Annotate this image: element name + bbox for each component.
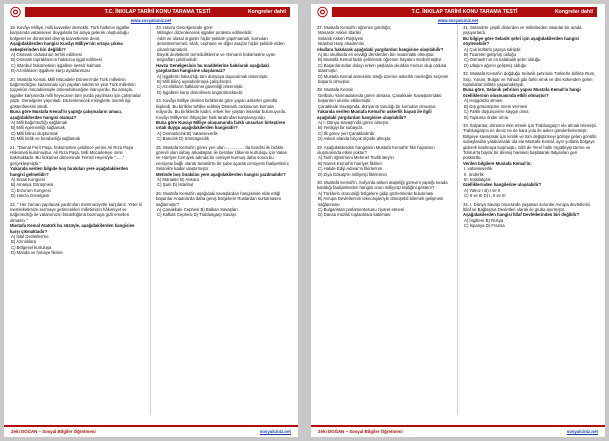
answer-option[interactable]: B) Avrupa Devletlerinin teknolojileriyle dönüşebil bilemek gelişmesi sağlanması <box>318 196 444 207</box>
question-stem: 27. Mustafa Kemal'in öğrenim gördüğü; <box>317 25 392 30</box>
page-footer <box>4 425 298 437</box>
answer-option[interactable]: A) Osmanlı ordusunun terhis edilmesi <box>11 52 82 58</box>
question-stem: 28. Mustafa Kemal; <box>317 87 354 93</box>
question-stem: 32. Mustafa Kemal'in doğduğu Selanik şehrinde Türklerle birlikte Rum, Sırp, Yunan, Bulgar ve Yahudi gibi farklı etnik ve dini kökenden gelen topluluklar birlikte yaşamaktaydı. <box>463 71 596 88</box>
answer-option[interactable]: C) Milli bilinci oluşturmak <box>11 130 58 136</box>
answer-option[interactable]: A) Milli bağımsızlığı sağlamak <box>11 119 68 125</box>
answer-option[interactable]: B) Mustafa Kemal farklı şehirlerde öğrenim hayatını sürdürmüştür. <box>318 57 443 63</box>
answer-option[interactable]: C) Farklı düşüncelere saygılı olma <box>464 109 529 115</box>
answer-option[interactable]: D) Topluma önder olma <box>464 114 509 120</box>
title-banner <box>25 7 290 17</box>
answer-option[interactable]: B) Osmanlı topraklarının haksızca işgal edilmesi <box>11 57 102 63</box>
question-block <box>10 25 144 74</box>
bullet-item: Çanakkale Savaşında, dünyanın tanıdığı bir komutan olmuştur. <box>318 103 437 109</box>
question-prompt: Verilen bilgilere Mustafa Kemal'in; <box>463 160 532 166</box>
question-prompt: Buna göre, Selanik şehrinin yapısı Mustafa Kemal'in hangi özelliklerinin oluşmasında etkili olmuştur? <box>463 87 581 98</box>
meb-logo-icon <box>317 6 328 18</box>
question-block <box>10 145 144 199</box>
answer-option[interactable]: D) Azınlıkların işgallere karşı ayaklanması <box>11 68 90 74</box>
answer-option[interactable]: A) İşgallerin haksızlığı tüm dünyaya duyurulmak istenmiştir. <box>157 73 269 79</box>
question-stem: 34. I. Dünya Savaşı öncesinde yaşanan sorunlar Avrupa devletlerini İtilaf ve Bağlaşma Devletleri olarak iki gruba ayırmıştır. <box>463 201 591 212</box>
answer-option[interactable]: A) Osmanlıcılık B) Vatanseverlik <box>157 130 218 136</box>
footer-link[interactable]: sosyalciniz.net <box>566 429 598 434</box>
answer-option[interactable]: A) Tarih öğretmeni Mehmet Tevfik Bey'in <box>318 155 394 161</box>
bullet-item: Mitingler düzenlenerek işgaller protesto edilmelidir. <box>157 30 253 36</box>
answer-option[interactable]: A) Hoşgörülü olması <box>464 98 503 104</box>
bullet-item: Selanik Askeri Rüştiyesi <box>318 35 364 41</box>
question-block <box>317 25 451 84</box>
answer-option[interactable]: C) Erzurum Kongresi <box>11 187 51 193</box>
site-link[interactable]: www.sosyalciniz.net <box>437 18 479 23</box>
test-page-1 <box>4 4 298 437</box>
meb-logo-icon <box>10 6 21 18</box>
answer-option[interactable]: C) Halide Edip Adıvar'ın fikirlerinin <box>318 166 383 172</box>
question-prompt: Buna göre Mustafa Kemal'in yaptığı çalışmaların amacı, aşağıdakilerden hangisi olamaz? <box>10 109 123 120</box>
bullet-item: İstanbul Harp Akademisi <box>318 41 364 47</box>
question-block <box>463 123 597 199</box>
answer-option[interactable]: B) Dış görünüşüne önem vermesi <box>464 103 528 109</box>
answer-option[interactable]: A) Türklerin otonomiği bölgelere gidip gözlemlerde bulunması <box>318 190 434 196</box>
question-block <box>10 202 144 256</box>
question-block <box>317 145 451 177</box>
answer-option[interactable]: C) Şam D) İstanbul <box>157 182 194 188</box>
answer-option[interactable]: C) Osmanlı'nın en kalabalık şehri olduğu <box>464 57 541 63</box>
bullet-item: Gelibolu Yarımadasında görev almasa, Çanakkale Savaşlarındaki başarının olumlu etkilemiştir. <box>318 92 442 104</box>
answer-option[interactable]: B) Namık Kemal'in hürriyet fikirleri <box>318 160 382 166</box>
answer-option[interactable]: A) Çok kültürlü yapıya sahiptir. <box>464 46 522 52</box>
question-prompt: özelliklerinden hangilerine ulaşılabilir? <box>463 182 542 188</box>
question-stem: 24. Kuvâyı Milliye denilen birliklerde göre yapan askerler gönüllü kişilerdi. Bu birlikler tehlike edilmiş Osmanlı ordusunun komuta ediyordu. Bu birliklerde kadın, erkek her yaştan insanlar bulunuyordu. Kuvâyı Milliye'nin ihtiyaçları halk tarafından karşılanıyordu. <box>156 98 287 120</box>
question-prompt: Yukarıda verilen bilgide boş bırakılan yere aşağıdakilerden hangisi gelmelidir? <box>10 166 129 177</box>
question-stem: 23. Havza Genelgesinde göre: <box>156 25 214 30</box>
footer-author: Zeki DOĞAN – Sosyal Bilgiler Öğretmeni <box>318 429 403 434</box>
answer-option[interactable]: A) İngiltere B) Rusya <box>464 217 504 223</box>
question-stem: 22. " Her zaman yapılacak yardımları memnuniyetle karşılarız. Yeter ki memleketimize sermaye getirecekleri milletimizin hâkimiyet ve bağımsızlığı ile vatanımızın bütünlüğünü bozmaya gizli emelleri olmasın." <box>10 201 143 223</box>
question-prompt: Bu bilgiye göre Selanik şehri için aşağıdakilerden hangisi söylenebilir? <box>463 35 579 47</box>
roman-item: III. teşkilatçılık <box>464 176 491 182</box>
answer-option[interactable]: C) Bölgesel kurtuluşa <box>11 244 52 250</box>
column-divider <box>457 25 458 415</box>
question-prompt: okullara bakılarak aşağıdaki yargılardan hangisine ulaşılabilir? <box>317 46 444 52</box>
question-stem: 19. Kuvâyı Milliye, milli kuvvetler demektir. Türk halkının işgaller karşısında vatansever duygularla bir araya gelerek oluşturduğu bölgesel ve dönemsel direniş kuvvetlerine denir. <box>10 25 130 41</box>
question-block <box>156 25 290 95</box>
question-block <box>317 87 451 141</box>
answer-option[interactable]: C) İstanbul hükümetinin işgallere sessiz kalması <box>11 62 102 68</box>
banner-title: T.C. İNKILAP TARİHİ KONU TARAMA TESTİ <box>104 9 211 15</box>
question-stem: 29. Aşağıdakilerden hangisinin Mustafa Kemal'in fikir hayatının oluşmasında etkisi yoktur? <box>317 144 435 155</box>
question-block <box>463 71 597 120</box>
bullet-item: Manastır Askeri İdadisi <box>318 30 361 36</box>
question-stem: 33. İtalyanlar, dönüme ekle etmek için Trablusgarp'ı ele almak istemişti. Trablusgarp'a ne deniz ne de kara yolu ile asker gönderilememişti. Bölgeye savaşmak için kimlik ve tüm değiştirmeyi görüşe gelen gönüllü subaylardan yatakamalar ola ele Mustafa Kemal, aynı yollarla bölgeye giderek katılmaya koşmuştu. Gitti de Yerel halkı örgütleyip Derne ve Tobruk'ta büyük bir direniş hareketi başlatarak İtalyanları geri püskürttü. <box>463 122 597 161</box>
answer-option[interactable]: A) Manastır B) Ankara <box>157 176 199 182</box>
answer-option[interactable]: B) Milli bilinç uyandırılmaya çalışılmıştır. <box>157 79 233 85</box>
answer-option[interactable]: D) İşgallere karşı direnilmesi öngörülmektedir. <box>157 89 244 95</box>
question-column-right <box>156 25 290 417</box>
answer-option[interactable]: C) Batıcılık D) Sömürgecilik <box>157 136 209 142</box>
question-prompt: Aşağıdakilerden hangisi Kuvâyı Milliye'nin ortaya çıkma sebeplerinden biri değildir? <box>10 41 123 52</box>
question-block <box>156 98 290 141</box>
answer-option[interactable]: D) Askeri alanda birçok ölçüde almıştır. <box>318 136 392 142</box>
banner-title: T.C. İNKILAP TARİHİ KONU TARAMA TESTİ <box>411 9 518 15</box>
answer-option[interactable]: C) II ve III D) I, II ve III <box>464 193 506 199</box>
question-stem: 26. Mustafa Kemal'in aşağıdaki savaşlardan hangisinde elde ettiği başarılar Anadolu'da daha geniş bölgelerin Ruslardan kurtulmasını sağlamıştır? <box>156 190 282 207</box>
question-stem: 25. Mustafa Kemal'in görev yeri olan ............... 'da kendisi ile birlikte görevli olan subay arkadaşları ile beraber Ülkenin kurtuluşu için Vatan ve Hürriyet Cemiyeti adında bir cemiyet kurmuş daha sonra bu cemiyete bağlı olarak Selanik'te bir şube açarak cemiyetin faaliyetlerini Selanik'e kadar ulaştırmıştır. <box>156 144 289 172</box>
footer-link[interactable]: sosyalciniz.net <box>259 429 291 434</box>
answer-option[interactable]: C) İspanya D) Fransa <box>464 223 505 229</box>
question-prompt: Metinde boş bırakılan yere aşağıdakilerden hangisi yazılmalıdır? <box>156 171 286 177</box>
answer-option[interactable]: B) Milli egemenliği sağlamak <box>11 125 65 131</box>
bullet-item: Büyük devletlerin temsilciliklerine ve Osmanlı hükümetine uyarı telgrafları çekilmelidir. <box>157 52 276 63</box>
answer-option[interactable]: C) Kafkas Cephesi D) Trablusgarp Savaşı <box>157 212 236 218</box>
page-footer <box>311 425 605 437</box>
question-prompt: Buna göre Kuvayı Milliye oluşumunda farklı unsurları birleştiren ortak duygu aşağıdakilerden hangisidir? <box>156 119 286 131</box>
bullet-item: Adet ve ulusal örgütler hiçbir şekilde yapılmamalı, komutan denetlenmemeli, silah, cephane ve diğer araçlar hiçbir şekilde elden çıkarılmamalıdır. <box>157 35 285 52</box>
question-column-left <box>10 25 144 417</box>
test-page-2 <box>311 4 605 437</box>
question-prompt: Yukarıda verilen Mustafa Kemal'in askerlik hayatı ile ilgili aşağıdaki yargılardan hangisine ulaşılabilir? <box>317 109 432 120</box>
question-prompt: Aşağıdakilerden hangisi İtilaf Devletlerinden biri değildir? <box>463 212 580 218</box>
answer-option[interactable]: A) İtilaf Devletleri'ne <box>11 234 49 240</box>
question-column-left <box>317 25 451 417</box>
answer-option[interactable]: D) Manda ve himaye fikrine <box>11 250 63 256</box>
answer-option[interactable]: A) Sivas Kongresi <box>11 176 45 182</box>
answer-option[interactable]: D) Milli birlik ve beraberliği sağlamak <box>11 136 80 142</box>
answer-option[interactable]: C) İlk görev yeri Çanakkale'dir. <box>318 130 376 136</box>
roman-item: I. vatanseverlik <box>464 166 493 172</box>
answer-option[interactable]: D) Ziya Gökalp'in milliyetçi fikirlerinin <box>318 171 387 177</box>
roman-item: II. önderlik <box>464 171 484 177</box>
answer-option[interactable]: C) Azınlıkların halklarının güvenliği istenmiştir. <box>157 84 244 90</box>
question-block <box>10 77 144 142</box>
question-prompt: Havza Genelgesinin bu maddelerine bakılarak aşağıdaki yargılardan hangisine ulaşılamaz? <box>156 62 269 74</box>
answer-option[interactable]: A) Yalnız I B) I ve II <box>464 187 501 193</box>
question-stem: 30. Mustafa Kemal'in, Sofya'da askeri ataşeliği görevini yaptığı sırada katıldığı faaliyetlerden hangisi onun milliyetçi kişiliğini gösterir? <box>317 179 448 191</box>
question-stem: 31. Selanik'te çeşitli dinlerden ve milletlerden insanlar bir arada yaşıyorlardı. <box>463 25 582 36</box>
question-prompt: Mustafa Kemal Atatürk bu sözüyle, aşağıdakilerden hangisine karşı çıkmaktadır? <box>10 223 135 234</box>
answer-option[interactable]: B) Ticaretin gelişmiş olduğu <box>464 52 516 58</box>
answer-option[interactable]: B) Azınlıklara <box>11 239 37 245</box>
question-stem: 21. "Damat Ferit Paşa, hükümetten çekilince yerine Ali Rıza Paşa Hükümeti kurulmuştur. Ali Rıza Paşa, Milli Mücadeleye ılımlı bakmaktadır. Bu hükümet döneminde Temsil Heyeti'yle "......" gerçekleşmiştir." <box>10 144 133 166</box>
footer-author: Zeki DOĞAN – Sosyal Bilgiler Öğretmeni <box>11 429 96 434</box>
answer-option[interactable]: D) Havza Genelgesi <box>11 193 50 199</box>
site-link[interactable]: www.sosyalciniz.net <box>130 18 172 23</box>
answer-option[interactable]: B) Amasya Görüşmesi <box>11 182 54 188</box>
answer-option[interactable]: A) Bu okullarda en sevdiği derslerden biri matematik olmuştur. <box>318 52 435 58</box>
question-block <box>156 145 290 188</box>
answer-option[interactable]: A) Çanakkale Cephesi B) Balkan Savaşları <box>157 207 238 212</box>
question-column-right <box>463 25 597 417</box>
question-block <box>463 202 597 229</box>
answer-option[interactable]: D) Mustafa Kemal annesinin isteği üzerine askerlik mesleğini seçerek başarılı olmuştur. <box>318 73 449 85</box>
title-banner <box>332 7 597 17</box>
question-stem: 20. Mustafa Kemal, Milli Mücadele Dönemi'nde Türk milletinin bağımsızlığını kazanması için yapılan saldırının yine Türk milletinin topyekûn mücadelesiyle önlenebileceğine inanıyordu. Bu amaçla, işgaller karşısında milli heyecanın tüm yurda yayılması için çalışmalar yaptı. Genelgeler yayınladı. Düzenlenecek mitinglerle önemli ilgi gösterilmesini istedi. <box>10 76 141 109</box>
banner-subtitle: Kongreler dahil <box>554 9 593 15</box>
question-block <box>317 180 451 218</box>
answer-option[interactable]: D) Dansa müzikli toplantılara katılması <box>318 212 391 218</box>
banner-subtitle: Kongreler dahil <box>247 9 286 15</box>
answer-option[interactable]: B) Yenilgiyi bir subaydır. <box>318 125 364 131</box>
column-divider <box>150 25 151 415</box>
answer-option[interactable]: A) I. Dünya Savaşı'nda görev almıştır. <box>318 119 390 125</box>
answer-option[interactable]: C) Bulgaristan parlamentosunu ziyaret etmesi <box>318 207 404 212</box>
question-block <box>463 25 597 68</box>
question-block <box>156 191 290 218</box>
answer-option[interactable]: C) Başarılarından dolayı erken yaşlarda okuldan mezun olup ordusa atanmıştır. <box>318 62 447 74</box>
answer-option[interactable]: D) Ulaşım ağının gelişmiş olduğu <box>464 62 527 68</box>
